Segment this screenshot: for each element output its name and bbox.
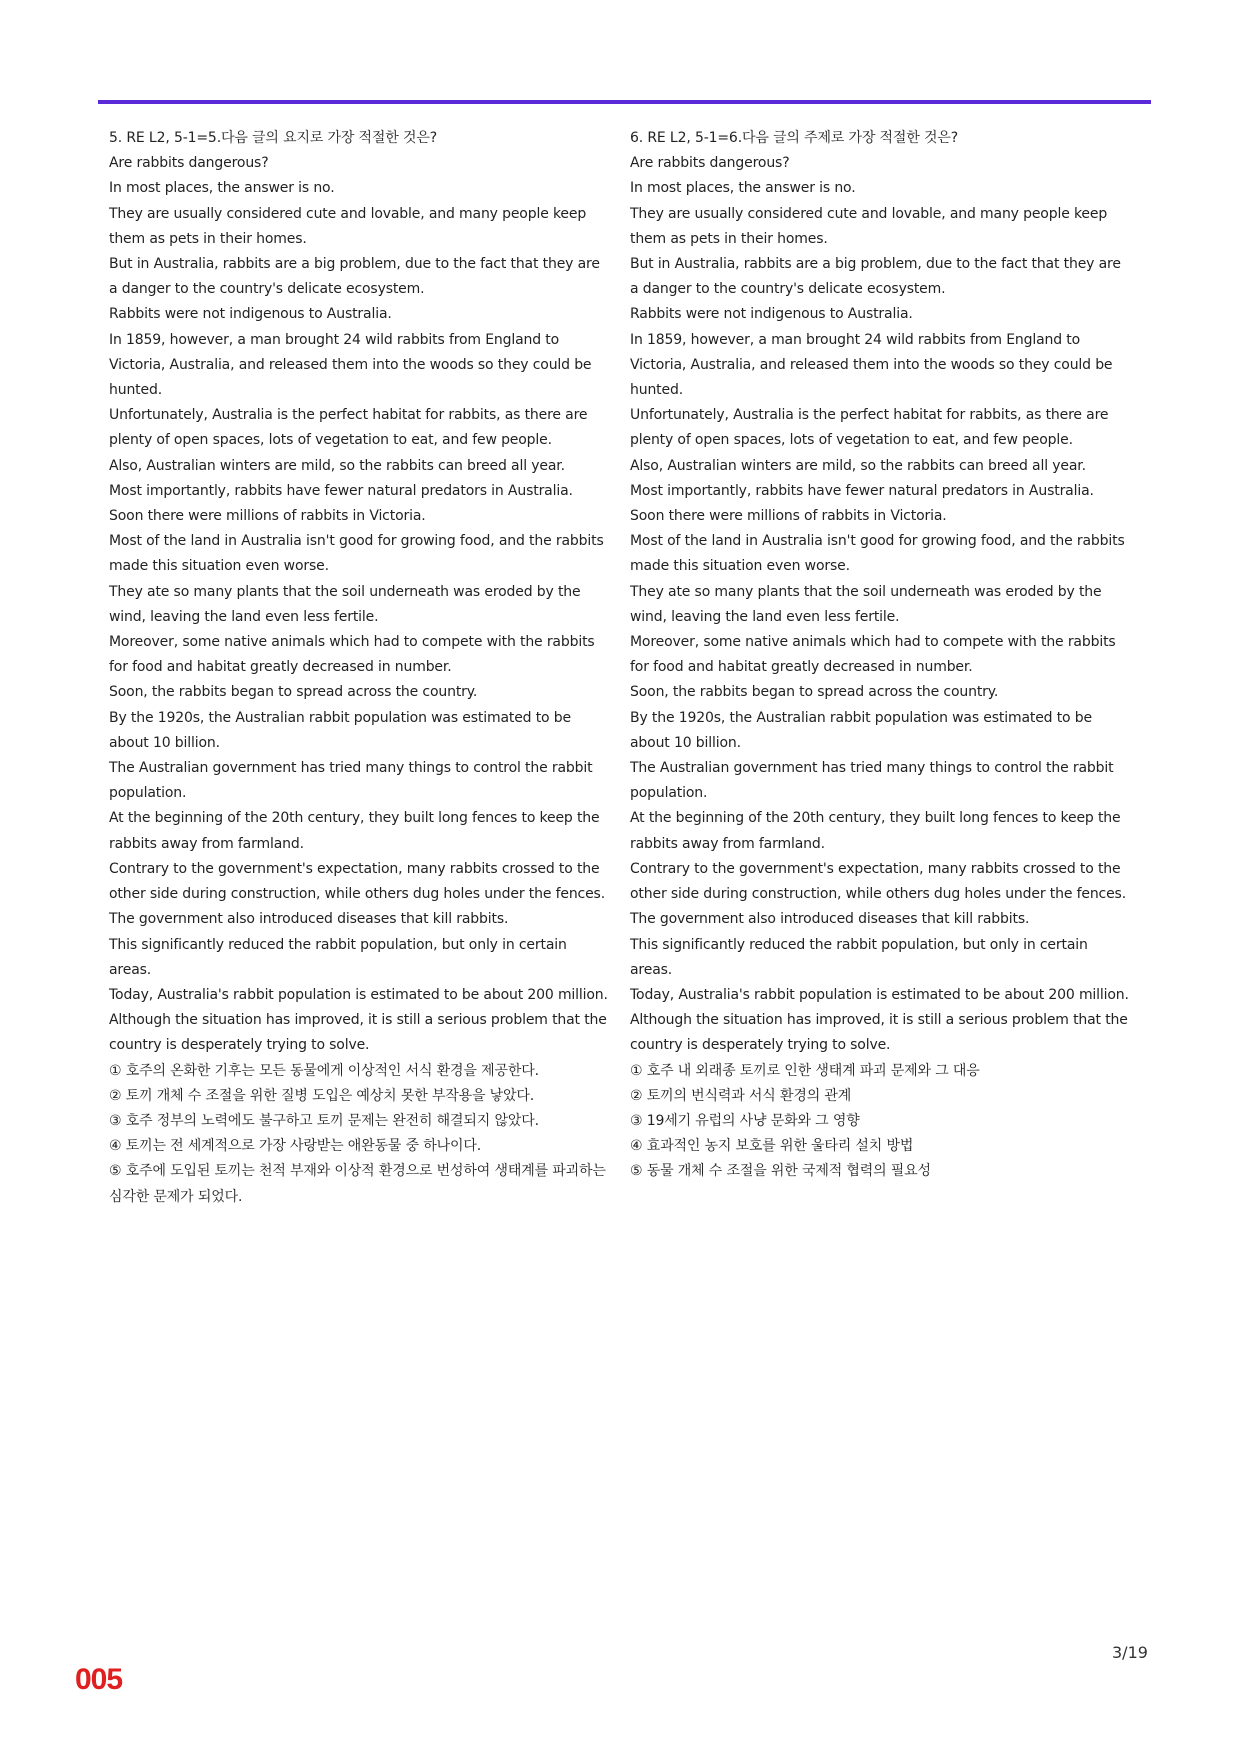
passage-sentence: Soon, the rabbits began to spread across the country. — [109, 684, 478, 701]
passage-sentence: Most importantly, rabbits have fewer natural predators in Australia. — [109, 482, 573, 499]
passage-sentence: Moreover, some native animals which had to compete with the rabbits for food and habitat greatly decreased in number. — [109, 634, 595, 676]
answer-option: ④ 효과적인 농지 보호를 위한 울타리 설치 방법 — [630, 1138, 914, 1155]
page-number: 3/19 — [1112, 1643, 1148, 1662]
passage-sentence: This significantly reduced the rabbit population, but only in certain areas. — [630, 936, 1088, 978]
question-5 — [109, 126, 609, 1210]
top-divider — [98, 100, 1151, 104]
passage-sentence: But in Australia, rabbits are a big problem, due to the fact that they are a danger to the country's delicate ecosystem. — [109, 256, 600, 298]
passage-sentence: This significantly reduced the rabbit population, but only in certain areas. — [109, 936, 567, 978]
passage-sentence: They are usually considered cute and lovable, and many people keep them as pets in their homes. — [109, 205, 587, 247]
passage-sentence: Contrary to the government's expectation, many rabbits crossed to the other side during construction, while others dug holes under the fences. — [630, 860, 1126, 903]
passage — [630, 151, 1130, 1058]
question-header: 6. RE L2, 5-1=6.다음 글의 주제로 가장 적절한 것은? — [630, 130, 959, 146]
passage-sentence: Most of the land in Australia isn't good for growing food, and the rabbits made this situation even worse. — [630, 533, 1125, 575]
passage-sentence: Most of the land in Australia isn't good for growing food, and the rabbits made this situation even worse. — [109, 533, 604, 575]
passage-sentence: The government also introduced diseases that kill rabbits. — [109, 911, 509, 928]
passage-sentence: At the beginning of the 20th century, they built long fences to keep the rabbits away from farmland. — [109, 810, 600, 852]
passage-sentence: At the beginning of the 20th century, they built long fences to keep the rabbits away from farmland. — [630, 810, 1121, 852]
answer-option: ③ 19세기 유럽의 사냥 문화와 그 영향 — [630, 1112, 860, 1129]
passage-sentence: Also, Australian winters are mild, so the rabbits can breed all year. — [109, 457, 565, 474]
question-6 — [630, 126, 1130, 1185]
passage-sentence: Rabbits were not indigenous to Australia. — [109, 306, 392, 323]
answer-option: ③ 호주 정부의 노력에도 불구하고 토끼 문제는 완전히 해결되지 않았다. — [109, 1112, 539, 1129]
answer-option: ① 호주의 온화한 기후는 모든 동물에게 이상적인 서식 환경을 제공한다. — [109, 1062, 539, 1079]
answer-options — [630, 1059, 1130, 1185]
passage-sentence: Today, Australia's rabbit population is estimated to be about 200 million. — [109, 986, 608, 1003]
passage-sentence: Unfortunately, Australia is the perfect habitat for rabbits, as there are plenty of open spaces, lots of vegetation to eat, and few people. — [109, 407, 588, 449]
passage-sentence: By the 1920s, the Australian rabbit population was estimated to be about 10 billion. — [109, 709, 571, 751]
answer-option: ② 토끼의 번식력과 서식 환경의 관계 — [630, 1087, 852, 1104]
passage-sentence: The government also introduced diseases that kill rabbits. — [630, 911, 1030, 928]
passage-sentence: In 1859, however, a man brought 24 wild rabbits from England to Victoria, Australia, and released them into the woods so they could be hunted. — [630, 331, 1113, 399]
passage — [109, 151, 609, 1058]
answer-option: ② 토끼 개체 수 조절을 위한 질병 도입은 예상치 못한 부작용을 낳았다. — [109, 1087, 535, 1104]
passage-sentence: The Australian government has tried many things to control the rabbit population. — [630, 760, 1114, 802]
passage-sentence: They ate so many plants that the soil underneath was eroded by the wind, leaving the land even less fertile. — [630, 583, 1102, 625]
passage-sentence: Are rabbits dangerous? — [630, 155, 790, 172]
passage-sentence: Contrary to the government's expectation, many rabbits crossed to the other side during construction, while others dug holes under the fences. — [109, 860, 605, 903]
passage-sentence: Today, Australia's rabbit population is estimated to be about 200 million. — [630, 986, 1129, 1003]
question-header: 5. RE L2, 5-1=5.다음 글의 요지로 가장 적절한 것은? — [109, 130, 438, 146]
answer-option: ① 호주 내 외래종 토끼로 인한 생태계 파괴 문제와 그 대응 — [630, 1062, 980, 1079]
passage-sentence: In most places, the answer is no. — [630, 180, 856, 197]
passage-sentence: Soon there were millions of rabbits in Victoria. — [109, 508, 426, 525]
answer-option: ⑤ 동물 개체 수 조절을 위한 국제적 협력의 필요성 — [630, 1163, 931, 1180]
answer-option: ⑤ 호주에 도입된 토끼는 천적 부재와 이상적 환경으로 번성하여 생태계를 파괴하는 심각한 문제가 되었다. — [109, 1163, 606, 1205]
passage-sentence: In most places, the answer is no. — [109, 180, 335, 197]
passage-sentence: Although the situation has improved, it is still a serious problem that the country is desperately trying to solve. — [630, 1012, 1128, 1054]
passage-sentence: By the 1920s, the Australian rabbit population was estimated to be about 10 billion. — [630, 709, 1092, 751]
passage-sentence: Although the situation has improved, it is still a serious problem that the country is desperately trying to solve. — [109, 1012, 607, 1054]
passage-sentence: Rabbits were not indigenous to Australia. — [630, 306, 913, 323]
passage-sentence: In 1859, however, a man brought 24 wild rabbits from England to Victoria, Australia, and released them into the woods so they could be hunted. — [109, 331, 592, 399]
passage-sentence: Are rabbits dangerous? — [109, 155, 269, 172]
passage-sentence: Soon there were millions of rabbits in Victoria. — [630, 508, 947, 525]
passage-sentence: Most importantly, rabbits have fewer natural predators in Australia. — [630, 482, 1094, 499]
brand-logo: 005 — [75, 1663, 123, 1696]
answer-option: ④ 토끼는 전 세계적으로 가장 사랑받는 애완동물 중 하나이다. — [109, 1138, 482, 1155]
passage-sentence: Moreover, some native animals which had to compete with the rabbits for food and habitat greatly decreased in number. — [630, 634, 1116, 676]
passage-sentence: They are usually considered cute and lovable, and many people keep them as pets in their homes. — [630, 205, 1108, 247]
passage-sentence: Soon, the rabbits began to spread across the country. — [630, 684, 999, 701]
passage-sentence: The Australian government has tried many things to control the rabbit population. — [109, 760, 593, 802]
passage-sentence: Unfortunately, Australia is the perfect habitat for rabbits, as there are plenty of open spaces, lots of vegetation to eat, and few people. — [630, 407, 1109, 449]
answer-options — [109, 1059, 609, 1210]
passage-sentence: Also, Australian winters are mild, so the rabbits can breed all year. — [630, 457, 1086, 474]
passage-sentence: They ate so many plants that the soil underneath was eroded by the wind, leaving the land even less fertile. — [109, 583, 581, 625]
passage-sentence: But in Australia, rabbits are a big problem, due to the fact that they are a danger to the country's delicate ecosystem. — [630, 256, 1121, 298]
